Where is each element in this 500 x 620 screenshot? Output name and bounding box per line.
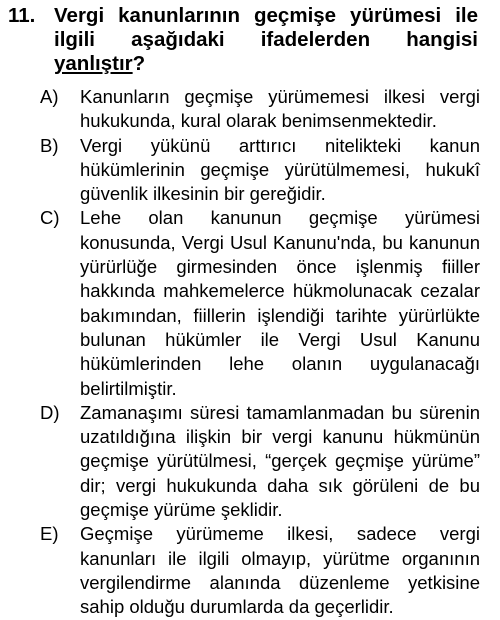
option-label: B) — [40, 134, 59, 156]
option-label: C) — [40, 207, 60, 229]
option-label: E) — [40, 523, 59, 545]
question-number: 11. — [8, 4, 36, 27]
question-keyword: yanlıştır — [54, 52, 133, 75]
option-text: Zamanaşımı süresi tamamlanmadan bu sürenin uzatıldığına ilişkin bir vergi kanunu hükmünün geçmişe yürütülmesi, “gerçek geçmişe yürüme” dir; vergi hukukunda daha sık görüleni de bu geçmişe yürüme şeklidir. — [80, 401, 480, 521]
option-text: Lehe olan kanunun geçmişe yürümesi konusunda, Vergi Usul Kanunu'nda, bu kanunun yürürlüğe girmesinden önce işlenmiş fiiller hakkında mahkemelerce hükmolunacak cezalar bakımından, fiillerin işlendiği tarihte yürürlükte bulunan hükümler ile Vergi Usul Kanunu hükümlerinden lehe olanın uygulanacağı belirtilmiştir. — [80, 207, 480, 399]
option-text: Vergi yükünü arttırıcı nitelikteki kanun hükümlerinin geçmişe yürütülmemesi, hukukî güvenlik ilkesinin bir gereğidir. — [80, 134, 480, 205]
question-stem — [8, 4, 492, 76]
options-list — [8, 85, 492, 620]
question-text-main: Vergi kanunlarının geçmişe yürümesi ile ilgili aşağıdaki ifadelerden hangisi — [54, 4, 478, 51]
option-c[interactable] — [8, 206, 492, 400]
option-b[interactable] — [8, 134, 492, 207]
option-label: A) — [40, 86, 59, 107]
option-text: Kanunların geçmişe yürümemesi ilkesi vergi hukukunda, kural olarak benimsenmektedir. — [80, 86, 480, 132]
option-a[interactable] — [8, 85, 492, 134]
option-d[interactable] — [8, 401, 492, 522]
question-mark: ? — [132, 52, 146, 75]
option-text: Geçmişe yürümeme ilkesi, sadece vergi kanunları ile ilgili olmayıp, yürütme organının vergilendirme alanında düzenleme yetkisine sahip olduğu durumlarda da geçerlidir. — [80, 523, 480, 618]
question-block — [8, 4, 492, 620]
question-text — [54, 4, 478, 76]
option-label: D) — [40, 401, 60, 423]
option-e[interactable] — [8, 522, 492, 619]
